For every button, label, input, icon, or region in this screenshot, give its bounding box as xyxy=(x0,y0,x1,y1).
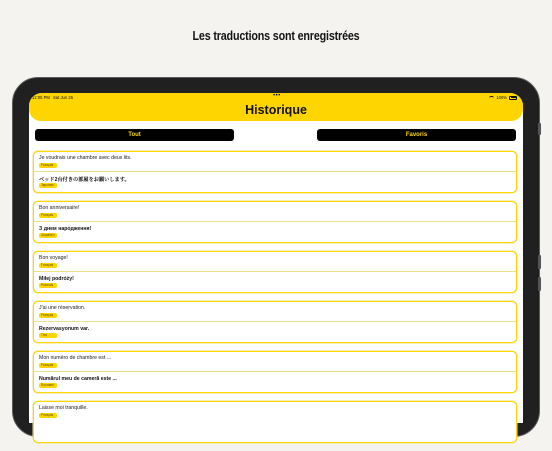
tab-all[interactable]: Tout xyxy=(35,129,234,141)
wifi-icon xyxy=(489,96,494,100)
page-title: Historique xyxy=(245,103,307,117)
battery-percent: 100% xyxy=(496,95,507,100)
app-screen xyxy=(29,93,523,423)
source-text: J'ai une réservation. xyxy=(39,305,86,311)
divider xyxy=(34,271,516,272)
history-card[interactable] xyxy=(33,201,517,243)
divider xyxy=(34,221,516,222)
source-text: Je voudrais une chambre avec deux lits. xyxy=(39,155,132,161)
status-time: 12:05 PM xyxy=(32,95,50,100)
source-text: Bon voyage! xyxy=(39,255,68,261)
target-language-badge: Ukrainien xyxy=(39,233,57,238)
volume-button xyxy=(538,255,541,269)
volume-button xyxy=(538,277,541,291)
source-language-badge: Français xyxy=(39,263,57,268)
source-text: Laisse moi tranquille. xyxy=(39,405,88,411)
divider xyxy=(34,371,516,372)
translated-text: З днем народження! xyxy=(39,226,92,232)
volume-button xyxy=(538,123,541,135)
target-language-badge: Polonais xyxy=(39,283,57,288)
status-indicators xyxy=(489,95,517,100)
history-card[interactable] xyxy=(33,251,517,293)
tab-favorites[interactable]: Favoris xyxy=(317,129,516,141)
history-list xyxy=(33,151,517,451)
battery-icon xyxy=(509,96,517,100)
translated-text: ベッド2台付きの部屋をお願いします。 xyxy=(39,177,130,183)
app-header xyxy=(29,93,523,121)
history-card[interactable] xyxy=(33,301,517,343)
history-card[interactable] xyxy=(33,401,517,443)
status-bar xyxy=(29,93,523,101)
source-language-badge: Français xyxy=(39,413,57,418)
source-language-badge: Français xyxy=(39,163,57,168)
target-language-badge: Roumain xyxy=(39,383,57,388)
multitasking-dots-icon[interactable]: ••• xyxy=(273,93,281,99)
marketing-headline: Les traductions sont enregistrées xyxy=(192,29,360,43)
history-card[interactable] xyxy=(33,151,517,193)
divider xyxy=(34,171,516,172)
divider xyxy=(34,321,516,322)
target-language-badge: Turc xyxy=(39,333,57,338)
source-text: Mon numéro de chambre est ... xyxy=(39,355,112,361)
target-language-badge: Japonais xyxy=(39,183,57,188)
translated-text: Rezervasyonum var. xyxy=(39,326,90,332)
history-card[interactable] xyxy=(33,351,517,393)
source-language-badge: Français xyxy=(39,313,57,318)
status-date: Sat Jun 25 xyxy=(53,95,74,100)
translated-text: Numărul meu de cameră este ... xyxy=(39,376,117,382)
source-language-badge: Français xyxy=(39,213,57,218)
source-language-badge: Français xyxy=(39,363,57,368)
translated-text: Miłej podróży! xyxy=(39,276,74,282)
source-text: Bon anniversaire! xyxy=(39,205,80,211)
